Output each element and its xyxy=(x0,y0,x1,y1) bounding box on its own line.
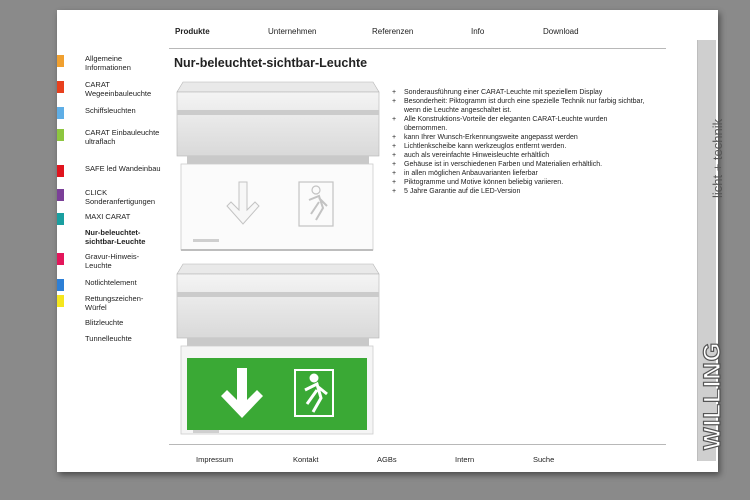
footer-suche[interactable]: Suche xyxy=(533,455,555,464)
side-item-label: Blitzleuchte xyxy=(85,318,124,327)
side-item-label: Schiffsleuchten xyxy=(85,106,136,115)
side-item-color-bar xyxy=(57,81,64,93)
nav-produkte[interactable]: Produkte xyxy=(175,27,210,36)
side-item-color-bar xyxy=(57,295,64,307)
feature-list xyxy=(392,88,647,196)
side-item-label: Rettungszeichen-Würfel xyxy=(85,294,144,312)
footer-agbs[interactable]: AGBs xyxy=(377,455,397,464)
page-title: Nur-beleuchtet-sichtbar-Leuchte xyxy=(174,56,368,70)
side-item-color-bar xyxy=(57,253,64,265)
feature-item: + kann Ihrer Wunsch-Erkennungsweite angepasst werden xyxy=(392,133,647,142)
nav-unternehmen[interactable]: Unternehmen xyxy=(268,27,317,36)
side-item-color-bar xyxy=(57,213,64,225)
side-item-color-bar xyxy=(57,189,64,201)
side-item-color-bar xyxy=(57,165,64,177)
side-item-label: MAXI CARAT xyxy=(85,212,131,221)
side-item-label: Nur-beleuchtet-sichtbar-Leuchte xyxy=(85,228,146,246)
footer-intern[interactable]: Intern xyxy=(455,455,475,464)
side-item-label: CARAT Einbauleuchte ultraflach xyxy=(85,128,160,146)
side-item-label: Tunnelleuchte xyxy=(85,334,132,343)
side-item-label: Allgemeine Informationen xyxy=(85,54,131,72)
feature-item: + Alle Konstruktions-Vorteile der eleganten CARAT-Leuchte wurden übernommen. xyxy=(392,115,647,133)
feature-item: + Lichtlenkscheibe kann werkzeuglos entfernt werden. xyxy=(392,142,647,151)
footer-impressum[interactable]: Impressum xyxy=(196,455,234,464)
nav-info[interactable]: Info xyxy=(471,27,485,36)
side-item-label: Gravur-Hinweis-Leuchte xyxy=(85,252,140,270)
brand-strip xyxy=(697,40,726,461)
page xyxy=(57,10,726,472)
brand-tagline: licht + technik xyxy=(710,118,725,198)
feature-item: + auch als vereinfachte Hinweisleuchte erhältlich xyxy=(392,151,647,160)
nav-download[interactable]: Download xyxy=(543,27,579,36)
feature-item: + Besonderheit: Piktogramm ist durch eine spezielle Technik nur farbig sichtbar, wenn die Leuchte angeschaltet ist. xyxy=(392,97,647,115)
feature-item: + Sonderausführung einer CARAT-Leuchte mit speziellem Display xyxy=(392,88,647,97)
feature-item: + in allen möglichen Anbauvarianten lieferbar xyxy=(392,169,647,178)
footer-navigation xyxy=(169,444,666,465)
top-navigation xyxy=(169,24,666,49)
brand-logo: WILLING xyxy=(699,341,726,450)
lamp-off-image xyxy=(173,78,383,254)
feature-item: + Piktogramme und Motive können beliebig variieren. xyxy=(392,178,647,187)
feature-item: + Gehäuse ist in verschiedenen Farben und Materialien erhältlich. xyxy=(392,160,647,169)
nav-referenzen[interactable]: Referenzen xyxy=(372,27,414,36)
feature-item: + 5 Jahre Garantie auf die LED-Version xyxy=(392,187,647,196)
side-item-color-bar xyxy=(57,279,64,291)
side-item-color-bar xyxy=(57,107,64,119)
side-item-label: SAFE led Wandeinbau xyxy=(85,164,161,173)
lamp-on-image xyxy=(173,260,383,438)
side-item-label: Notlichtelement xyxy=(85,278,137,287)
side-item-label: CARAT Wegeeinbauleuchte xyxy=(85,80,152,98)
side-item-color-bar xyxy=(57,55,64,67)
side-item-label: CLICK Sonderanfertigungen xyxy=(85,188,156,206)
side-item-color-bar xyxy=(57,129,64,141)
footer-kontakt[interactable]: Kontakt xyxy=(293,455,319,464)
